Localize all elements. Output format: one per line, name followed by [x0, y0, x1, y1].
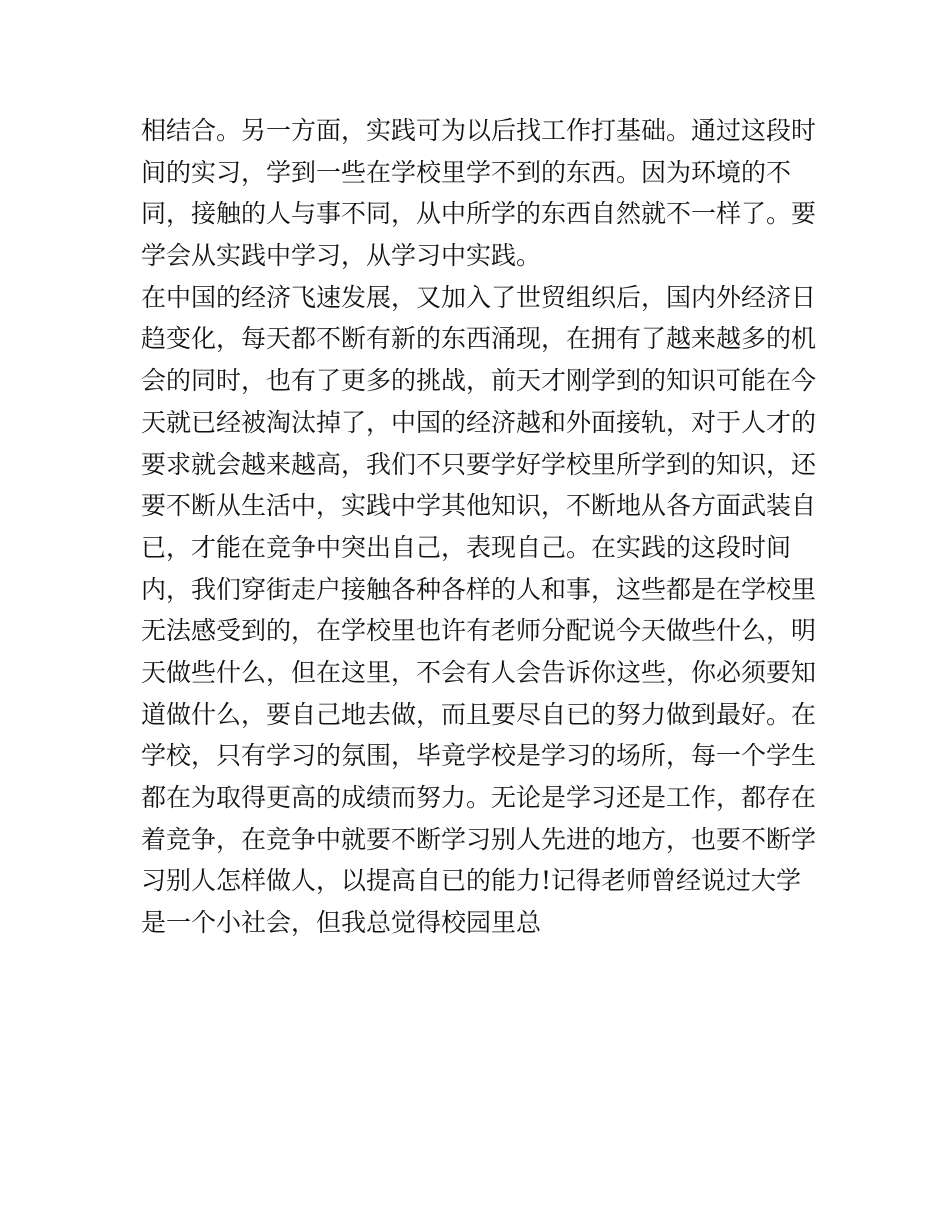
text-line: 习别人怎样做人，以提高自已的能力!记得老师曾经说过大学: [141, 866, 802, 896]
text-line: 要不断从生活中，实践中学其他知识，不断地从各方面武装自: [141, 491, 817, 521]
text-line: 学会从实践中学习，从学习中实践。: [141, 241, 542, 271]
text-line: 无法感受到的，在学校里也许有老师分配说今天做些什么，明: [141, 616, 817, 646]
text-line: 间的实习，学到一些在学校里学不到的东西。因为环境的不: [141, 157, 792, 187]
text-line: 天做些什么，但在这里，不会有人会告诉你这些，你必须要知: [141, 657, 817, 687]
text-line: 学校，只有学习的氛围，毕竟学校是学习的场所，每一个学生: [141, 741, 817, 771]
text-line: 要求就会越来越高，我们不只要学好学校里所学到的知识，还: [141, 449, 817, 479]
text-line: 趋变化，每天都不断有新的东西涌现，在拥有了越来越多的机: [141, 324, 817, 354]
text-line: 在中国的经济飞速发展，又加入了世贸组织后，国内外经济日: [141, 282, 817, 312]
text-line: 同，接触的人与事不同，从中所学的东西自然就不一样了。要: [141, 199, 817, 229]
text-line: 道做什么，要自己地去做，而且要尽自已的努力做到最好。在: [141, 699, 817, 729]
text-line: 已，才能在竞争中突出自己，表现自己。在实践的这段时间: [141, 532, 792, 562]
text-line: 会的同时，也有了更多的挑战，前天才刚学到的知识可能在今: [141, 366, 817, 396]
text-line: 都在为取得更高的成绩而努力。无论是学习还是工作，都存在: [141, 783, 817, 812]
text-line: 是一个小社会，但我总觉得校园里总: [141, 908, 542, 938]
text-line: 内，我们穿街走户接触各种各样的人和事，这些都是在学校里: [141, 574, 817, 604]
text-line: 天就已经被淘汰掉了，中国的经济越和外面接轨，对于人才的: [141, 407, 817, 437]
body-text: [141, 110, 831, 944]
text-line: 着竞争，在竞争中就要不断学习别人先进的地方，也要不断学: [141, 824, 817, 854]
text-line: 相结合。另一方面，实践可为以后找工作打基础。通过这段时: [141, 116, 817, 145]
